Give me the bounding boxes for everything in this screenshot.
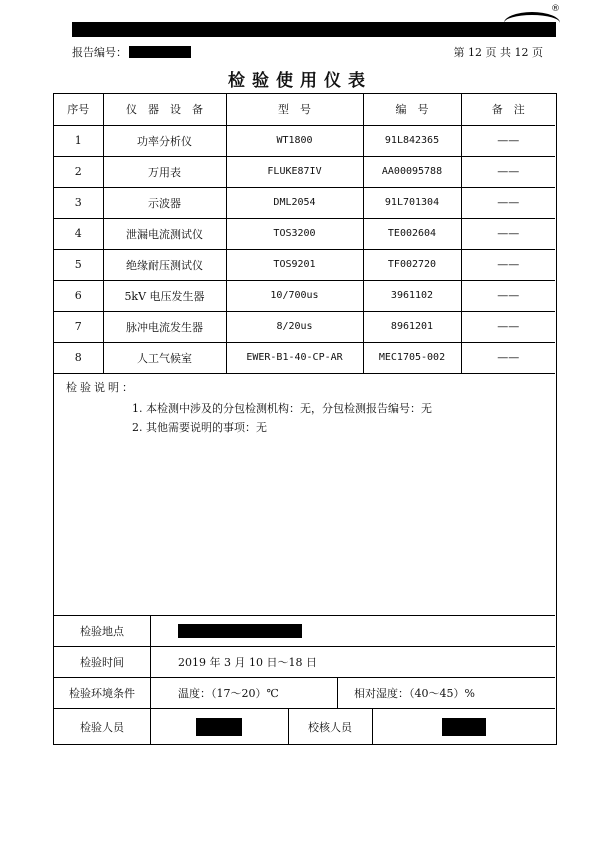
temperature-value: 温度：（17～20）℃ — [178, 687, 279, 700]
cell-equipment: 脉冲电流发生器 — [103, 311, 226, 342]
instrument-table — [54, 94, 555, 374]
cell-index: 1 — [54, 125, 103, 156]
humidity-value: 相对湿度：（40～45）% — [354, 687, 475, 700]
cell-model: TOS3200 — [226, 218, 363, 249]
cell-remarks: —— — [461, 249, 555, 280]
cell-equipment: 人工气候室 — [103, 342, 226, 373]
table-row — [54, 125, 555, 156]
location-value — [178, 616, 302, 646]
inspector-value — [150, 709, 288, 744]
cell-model: WT1800 — [226, 125, 363, 156]
report-number-redacted — [129, 46, 191, 58]
cell-serial: TF002720 — [363, 249, 461, 280]
header-equipment: 仪 器 设 备 — [103, 94, 226, 125]
env-label: 检验环境条件 — [69, 687, 135, 700]
cell-remarks: —— — [461, 311, 555, 342]
time-value: 2019 年 3 月 10 日～18 日 — [178, 656, 317, 669]
table-row — [54, 187, 555, 218]
table-row — [54, 280, 555, 311]
table-row — [54, 156, 555, 187]
page-info: 第 12 页 共 12 页 — [453, 46, 543, 59]
table-row — [54, 342, 555, 373]
cell-equipment: 万用表 — [103, 156, 226, 187]
cell-serial: 91L842365 — [363, 125, 461, 156]
cell-remarks: —— — [461, 156, 555, 187]
note-item: 2. 其他需要说明的事项：无 — [132, 421, 267, 434]
cell-serial: 8961201 — [363, 311, 461, 342]
cell-equipment: 功率分析仪 — [103, 125, 226, 156]
cell-model: EWER-B1-40-CP-AR — [226, 342, 363, 373]
cell-index: 8 — [54, 342, 103, 373]
header-redaction-bar — [72, 22, 556, 37]
location-redacted — [178, 624, 302, 638]
notes-list — [132, 399, 432, 437]
cell-index: 3 — [54, 187, 103, 218]
cell-model: 8/20us — [226, 311, 363, 342]
cell-serial: MEC1705-002 — [363, 342, 461, 373]
registered-mark: ® — [551, 4, 560, 14]
cell-model: 10/700us — [226, 280, 363, 311]
cell-equipment: 示波器 — [103, 187, 226, 218]
environment-row — [54, 677, 555, 708]
inspector-label: 检验人员 — [80, 720, 124, 734]
cell-serial: AA00095788 — [363, 156, 461, 187]
checker-label: 校核人员 — [308, 720, 352, 734]
cell-index: 4 — [54, 218, 103, 249]
location-row — [54, 615, 555, 646]
table-row — [54, 218, 555, 249]
location-label: 检验地点 — [80, 625, 124, 638]
personnel-row — [54, 708, 555, 744]
cell-index: 7 — [54, 311, 103, 342]
report-number — [72, 44, 191, 60]
header-serial: 编 号 — [363, 94, 461, 125]
report-frame — [53, 93, 557, 745]
table-header-row — [54, 94, 555, 125]
cell-index: 5 — [54, 249, 103, 280]
cell-remarks: —— — [461, 187, 555, 218]
cell-model: FLUKE87IV — [226, 156, 363, 187]
page-title: 检验使用仪表 — [228, 71, 372, 91]
header-model: 型 号 — [226, 94, 363, 125]
header-index: 序号 — [54, 94, 103, 125]
cell-equipment: 绝缘耐压测试仪 — [103, 249, 226, 280]
checker-value — [372, 709, 555, 744]
checker-redacted — [442, 718, 486, 736]
time-label: 检验时间 — [80, 656, 124, 669]
cell-equipment: 泄漏电流测试仪 — [103, 218, 226, 249]
inspector-redacted — [196, 718, 242, 736]
cell-equipment: 5kV 电压发生器 — [103, 280, 226, 311]
cell-remarks: —— — [461, 125, 555, 156]
time-row — [54, 646, 555, 677]
note-item: 1. 本检测中涉及的分包检测机构：无，分包检测报告编号：无 — [132, 402, 432, 415]
cell-remarks: —— — [461, 218, 555, 249]
cell-serial: 3961102 — [363, 280, 461, 311]
cell-model: TOS9201 — [226, 249, 363, 280]
logo-icon — [504, 12, 560, 34]
inspection-notes — [54, 373, 555, 615]
cell-model: DML2054 — [226, 187, 363, 218]
cell-serial: TE002604 — [363, 218, 461, 249]
report-number-label: 报告编号： — [72, 46, 127, 59]
table-row — [54, 249, 555, 280]
cell-remarks: —— — [461, 280, 555, 311]
table-row — [54, 311, 555, 342]
cell-serial: 91L701304 — [363, 187, 461, 218]
cell-remarks: —— — [461, 342, 555, 373]
header-remarks: 备 注 — [461, 94, 555, 125]
cell-index: 2 — [54, 156, 103, 187]
notes-title: 检验说明： — [66, 381, 136, 394]
cell-index: 6 — [54, 280, 103, 311]
